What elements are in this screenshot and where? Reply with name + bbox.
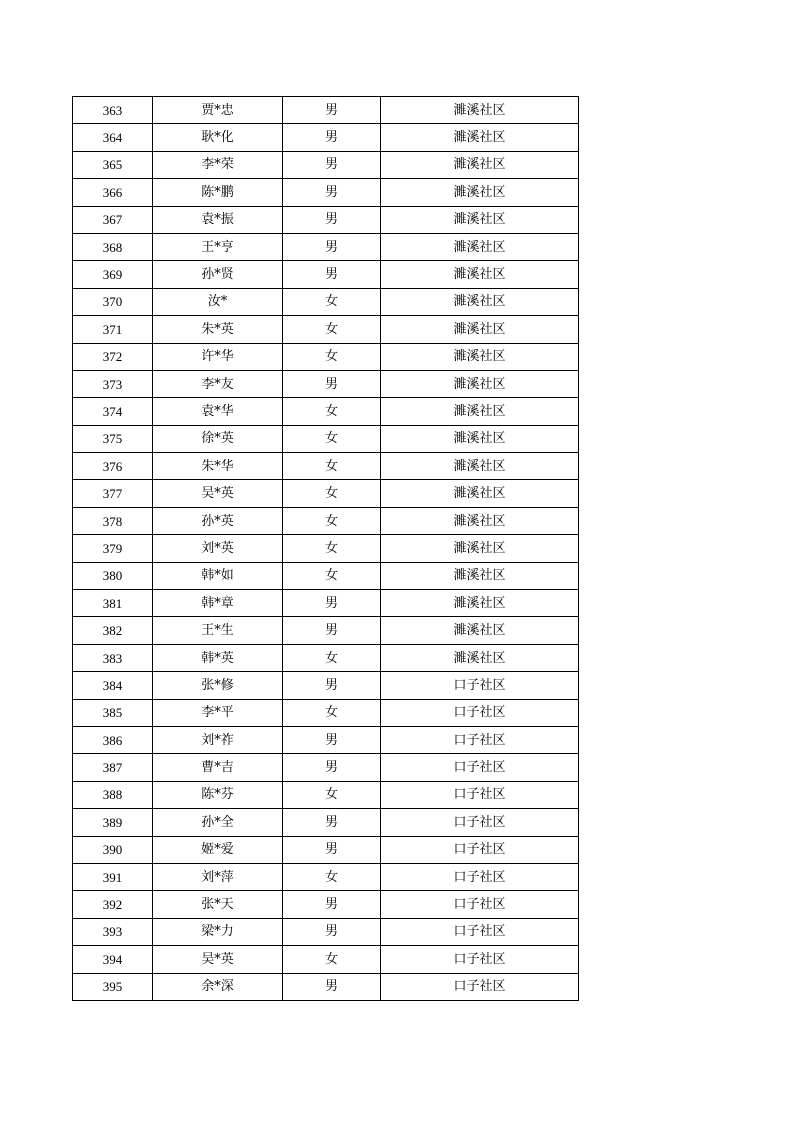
cell-gender: 男: [283, 754, 381, 781]
table-row: [73, 590, 579, 617]
cell-name: 孙*贤: [153, 261, 283, 288]
cell-number: 387: [73, 754, 153, 781]
cell-gender: 女: [283, 425, 381, 452]
cell-gender: 女: [283, 453, 381, 480]
cell-gender: 女: [283, 507, 381, 534]
table-row: [73, 425, 579, 452]
cell-gender: 男: [283, 206, 381, 233]
cell-community: 濉溪社区: [381, 617, 579, 644]
cell-community: 濉溪社区: [381, 370, 579, 397]
cell-number: 380: [73, 562, 153, 589]
cell-number: 373: [73, 370, 153, 397]
cell-community: 口子社区: [381, 891, 579, 918]
cell-community: 濉溪社区: [381, 398, 579, 425]
cell-number: 384: [73, 672, 153, 699]
table-row: [73, 726, 579, 753]
table-row: [73, 781, 579, 808]
cell-community: 濉溪社区: [381, 233, 579, 260]
cell-name: 李*荣: [153, 151, 283, 178]
cell-number: 382: [73, 617, 153, 644]
cell-number: 389: [73, 809, 153, 836]
cell-gender: 女: [283, 946, 381, 973]
table-row: [73, 398, 579, 425]
cell-community: 濉溪社区: [381, 507, 579, 534]
table-row: [73, 124, 579, 151]
cell-community: 濉溪社区: [381, 97, 579, 124]
roster-table-body: [73, 97, 579, 1001]
cell-name: 韩*如: [153, 562, 283, 589]
cell-community: 濉溪社区: [381, 343, 579, 370]
cell-name: 王*生: [153, 617, 283, 644]
cell-gender: 男: [283, 179, 381, 206]
cell-gender: 女: [283, 480, 381, 507]
cell-name: 朱*华: [153, 453, 283, 480]
cell-name: 孙*全: [153, 809, 283, 836]
cell-community: 濉溪社区: [381, 316, 579, 343]
cell-number: 395: [73, 973, 153, 1000]
cell-number: 369: [73, 261, 153, 288]
cell-number: 394: [73, 946, 153, 973]
table-row: [73, 151, 579, 178]
cell-community: 口子社区: [381, 946, 579, 973]
cell-community: 濉溪社区: [381, 179, 579, 206]
cell-name: 许*华: [153, 343, 283, 370]
cell-community: 口子社区: [381, 918, 579, 945]
cell-name: 汝*: [153, 288, 283, 315]
cell-community: 口子社区: [381, 973, 579, 1000]
cell-gender: 男: [283, 809, 381, 836]
cell-gender: 女: [283, 316, 381, 343]
table-row: [73, 699, 579, 726]
cell-gender: 男: [283, 617, 381, 644]
table-row: [73, 754, 579, 781]
cell-community: 濉溪社区: [381, 206, 579, 233]
cell-gender: 女: [283, 398, 381, 425]
cell-number: 393: [73, 918, 153, 945]
table-row: [73, 507, 579, 534]
cell-gender: 女: [283, 863, 381, 890]
cell-name: 刘*英: [153, 535, 283, 562]
cell-gender: 男: [283, 97, 381, 124]
cell-number: 375: [73, 425, 153, 452]
cell-community: 濉溪社区: [381, 453, 579, 480]
cell-name: 袁*振: [153, 206, 283, 233]
cell-name: 梁*力: [153, 918, 283, 945]
table-row: [73, 535, 579, 562]
cell-number: 388: [73, 781, 153, 808]
roster-table: [72, 96, 579, 1001]
cell-community: 濉溪社区: [381, 261, 579, 288]
table-row: [73, 179, 579, 206]
cell-name: 刘*萍: [153, 863, 283, 890]
cell-name: 王*亨: [153, 233, 283, 260]
cell-number: 390: [73, 836, 153, 863]
cell-community: 口子社区: [381, 863, 579, 890]
cell-community: 口子社区: [381, 672, 579, 699]
cell-community: 口子社区: [381, 781, 579, 808]
cell-community: 濉溪社区: [381, 535, 579, 562]
document-sheet: [72, 96, 578, 1001]
table-row: [73, 97, 579, 124]
table-row: [73, 453, 579, 480]
table-row: [73, 261, 579, 288]
cell-number: 363: [73, 97, 153, 124]
table-row: [73, 644, 579, 671]
table-row: [73, 343, 579, 370]
cell-name: 耿*化: [153, 124, 283, 151]
cell-community: 口子社区: [381, 754, 579, 781]
cell-name: 陈*芬: [153, 781, 283, 808]
cell-gender: 男: [283, 726, 381, 753]
cell-number: 381: [73, 590, 153, 617]
cell-name: 李*平: [153, 699, 283, 726]
cell-gender: 男: [283, 370, 381, 397]
cell-gender: 男: [283, 124, 381, 151]
table-row: [73, 206, 579, 233]
table-row: [73, 863, 579, 890]
cell-number: 366: [73, 179, 153, 206]
cell-gender: 男: [283, 672, 381, 699]
cell-name: 吴*英: [153, 480, 283, 507]
cell-community: 口子社区: [381, 726, 579, 753]
cell-gender: 女: [283, 699, 381, 726]
table-row: [73, 891, 579, 918]
table-row: [73, 316, 579, 343]
cell-community: 濉溪社区: [381, 480, 579, 507]
cell-number: 385: [73, 699, 153, 726]
cell-gender: 男: [283, 590, 381, 617]
cell-number: 378: [73, 507, 153, 534]
table-row: [73, 973, 579, 1000]
cell-number: 386: [73, 726, 153, 753]
table-row: [73, 809, 579, 836]
cell-name: 张*天: [153, 891, 283, 918]
cell-number: 364: [73, 124, 153, 151]
cell-number: 391: [73, 863, 153, 890]
cell-gender: 男: [283, 151, 381, 178]
cell-number: 374: [73, 398, 153, 425]
cell-number: 383: [73, 644, 153, 671]
cell-community: 口子社区: [381, 699, 579, 726]
cell-number: 370: [73, 288, 153, 315]
cell-community: 濉溪社区: [381, 425, 579, 452]
cell-number: 371: [73, 316, 153, 343]
table-row: [73, 480, 579, 507]
cell-gender: 男: [283, 918, 381, 945]
cell-name: 余*深: [153, 973, 283, 1000]
cell-community: 濉溪社区: [381, 644, 579, 671]
cell-name: 曹*吉: [153, 754, 283, 781]
cell-gender: 女: [283, 535, 381, 562]
table-row: [73, 918, 579, 945]
cell-number: 376: [73, 453, 153, 480]
table-row: [73, 288, 579, 315]
table-row: [73, 562, 579, 589]
cell-gender: 女: [283, 343, 381, 370]
cell-number: 365: [73, 151, 153, 178]
cell-gender: 男: [283, 891, 381, 918]
cell-name: 韩*章: [153, 590, 283, 617]
table-row: [73, 836, 579, 863]
cell-gender: 女: [283, 288, 381, 315]
cell-name: 李*友: [153, 370, 283, 397]
cell-name: 袁*华: [153, 398, 283, 425]
table-row: [73, 946, 579, 973]
cell-name: 贾*忠: [153, 97, 283, 124]
cell-name: 孙*英: [153, 507, 283, 534]
cell-name: 徐*英: [153, 425, 283, 452]
cell-name: 韩*英: [153, 644, 283, 671]
cell-number: 379: [73, 535, 153, 562]
cell-community: 濉溪社区: [381, 288, 579, 315]
cell-gender: 女: [283, 644, 381, 671]
table-row: [73, 617, 579, 644]
cell-community: 口子社区: [381, 809, 579, 836]
cell-number: 367: [73, 206, 153, 233]
cell-name: 姬*爱: [153, 836, 283, 863]
cell-community: 濉溪社区: [381, 124, 579, 151]
table-row: [73, 370, 579, 397]
cell-number: 372: [73, 343, 153, 370]
cell-number: 377: [73, 480, 153, 507]
cell-number: 368: [73, 233, 153, 260]
cell-community: 濉溪社区: [381, 151, 579, 178]
cell-gender: 男: [283, 973, 381, 1000]
cell-community: 濉溪社区: [381, 590, 579, 617]
cell-name: 刘*祚: [153, 726, 283, 753]
table-row: [73, 672, 579, 699]
cell-gender: 男: [283, 233, 381, 260]
cell-gender: 男: [283, 261, 381, 288]
cell-name: 吴*英: [153, 946, 283, 973]
cell-number: 392: [73, 891, 153, 918]
cell-community: 口子社区: [381, 836, 579, 863]
cell-gender: 女: [283, 562, 381, 589]
cell-gender: 女: [283, 781, 381, 808]
cell-name: 陈*鹏: [153, 179, 283, 206]
table-row: [73, 233, 579, 260]
cell-name: 朱*英: [153, 316, 283, 343]
cell-community: 濉溪社区: [381, 562, 579, 589]
cell-gender: 男: [283, 836, 381, 863]
cell-name: 张*修: [153, 672, 283, 699]
